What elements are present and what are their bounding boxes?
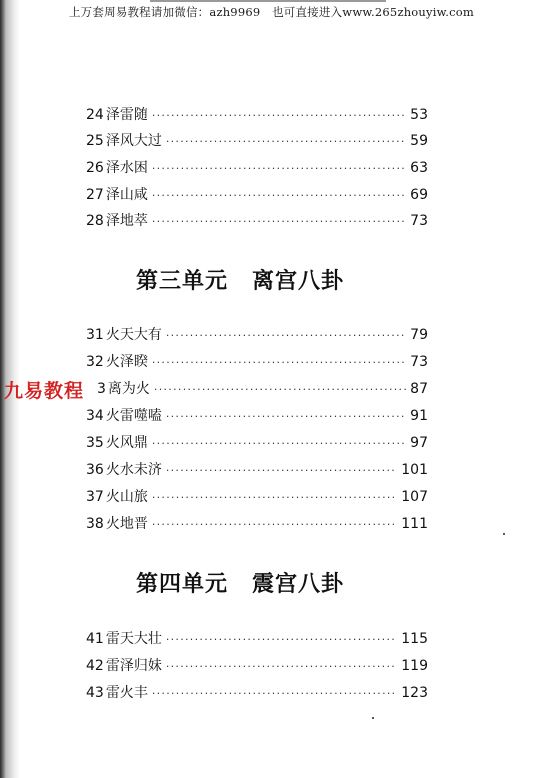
toc-entry[interactable] xyxy=(86,157,428,181)
entry-page: 123 xyxy=(401,685,428,701)
scan-top-strip xyxy=(150,0,386,2)
section-heading xyxy=(136,264,344,295)
toc-entry[interactable] xyxy=(86,210,428,234)
entry-page: 101 xyxy=(401,462,428,478)
dot-leader xyxy=(166,660,397,673)
entry-title: 离为火 xyxy=(107,381,150,397)
entry-page: 79 xyxy=(410,327,428,343)
entry-title: 泽山咸 xyxy=(105,187,148,203)
entry-number: 37 xyxy=(86,489,104,505)
entry-number: 24 xyxy=(86,107,104,123)
entry-title: 泽风大过 xyxy=(105,133,162,149)
dot-leader xyxy=(166,135,406,148)
dot-leader xyxy=(152,687,397,700)
entry-number: 43 xyxy=(86,685,104,701)
dot-leader xyxy=(152,109,406,122)
scan-speck xyxy=(372,717,374,719)
entry-number: 3 xyxy=(97,381,106,397)
entry-number: 28 xyxy=(86,213,104,229)
section-heading xyxy=(136,567,344,598)
toc-entry[interactable] xyxy=(86,351,428,375)
dot-leader xyxy=(152,215,406,228)
entry-page: 119 xyxy=(401,658,428,674)
toc-entry[interactable] xyxy=(86,655,428,679)
section-palace: 震宫八卦 xyxy=(252,572,345,597)
section-palace: 离宫八卦 xyxy=(252,269,345,294)
dot-leader xyxy=(166,633,397,646)
entry-page: 73 xyxy=(410,213,428,229)
dot-leader xyxy=(152,189,406,202)
toc-entry[interactable] xyxy=(86,513,428,537)
entry-page: 63 xyxy=(410,160,428,176)
dot-leader xyxy=(152,491,397,504)
dot-leader xyxy=(154,383,406,396)
dot-leader xyxy=(152,162,406,175)
entry-title: 雷火丰 xyxy=(105,685,148,701)
entry-number: 32 xyxy=(86,354,104,370)
dot-leader xyxy=(152,518,397,531)
toc-entry[interactable] xyxy=(86,682,428,706)
entry-title: 火雷噬嗑 xyxy=(105,408,162,424)
entry-title: 火地晋 xyxy=(105,516,148,532)
toc-entry[interactable] xyxy=(86,405,428,429)
entry-title: 火水未济 xyxy=(105,462,162,478)
entry-number: 34 xyxy=(86,408,104,424)
entry-page: 59 xyxy=(410,133,428,149)
entry-title: 雷泽归妹 xyxy=(105,658,162,674)
entry-number: 41 xyxy=(86,631,104,647)
toc-entry[interactable] xyxy=(86,459,428,483)
entry-title: 火风鼎 xyxy=(105,435,148,451)
entry-number: 35 xyxy=(86,435,104,451)
entry-number: 27 xyxy=(86,187,104,203)
dot-leader xyxy=(152,437,406,450)
dot-leader xyxy=(166,464,397,477)
toc-entry[interactable] xyxy=(86,324,428,348)
toc-entry[interactable] xyxy=(86,628,428,652)
entry-number: 26 xyxy=(86,160,104,176)
entry-title: 泽雷随 xyxy=(105,107,148,123)
dot-leader xyxy=(166,329,406,342)
toc-entry[interactable] xyxy=(86,130,428,154)
scan-speck xyxy=(503,533,505,535)
toc-entry[interactable] xyxy=(86,184,428,208)
dot-leader xyxy=(152,356,406,369)
toc-entry[interactable] xyxy=(86,432,428,456)
dot-leader xyxy=(166,410,406,423)
entry-page: 111 xyxy=(401,516,428,532)
entry-title: 火泽睽 xyxy=(105,354,148,370)
entry-number: 31 xyxy=(86,327,104,343)
entry-number: 38 xyxy=(86,516,104,532)
entry-title: 泽地萃 xyxy=(105,213,148,229)
toc-entry[interactable] xyxy=(86,104,428,128)
watermark-stamp: 九易教程 xyxy=(4,380,85,402)
entry-number: 42 xyxy=(86,658,104,674)
toc-entry[interactable] xyxy=(86,486,428,510)
entry-page: 97 xyxy=(410,435,428,451)
entry-number: 25 xyxy=(86,133,104,149)
entry-page: 115 xyxy=(401,631,428,647)
entry-title: 火天大有 xyxy=(105,327,162,343)
entry-number: 36 xyxy=(86,462,104,478)
entry-page: 69 xyxy=(410,187,428,203)
toc-entry[interactable] xyxy=(86,378,428,402)
entry-page: 53 xyxy=(410,107,428,123)
entry-title: 雷天大壮 xyxy=(105,631,162,647)
entry-page: 73 xyxy=(410,354,428,370)
entry-title: 火山旅 xyxy=(105,489,148,505)
entry-page: 107 xyxy=(401,489,428,505)
entry-page: 87 xyxy=(410,381,428,397)
entry-page: 91 xyxy=(410,408,428,424)
section-unit: 第三单元 xyxy=(136,269,229,294)
header-watermark: 上万套周易教程请加微信：azh9969 也可直接进入www.265zhouyiw.com xyxy=(68,5,475,19)
section-unit: 第四单元 xyxy=(136,572,229,597)
entry-title: 泽水困 xyxy=(105,160,148,176)
